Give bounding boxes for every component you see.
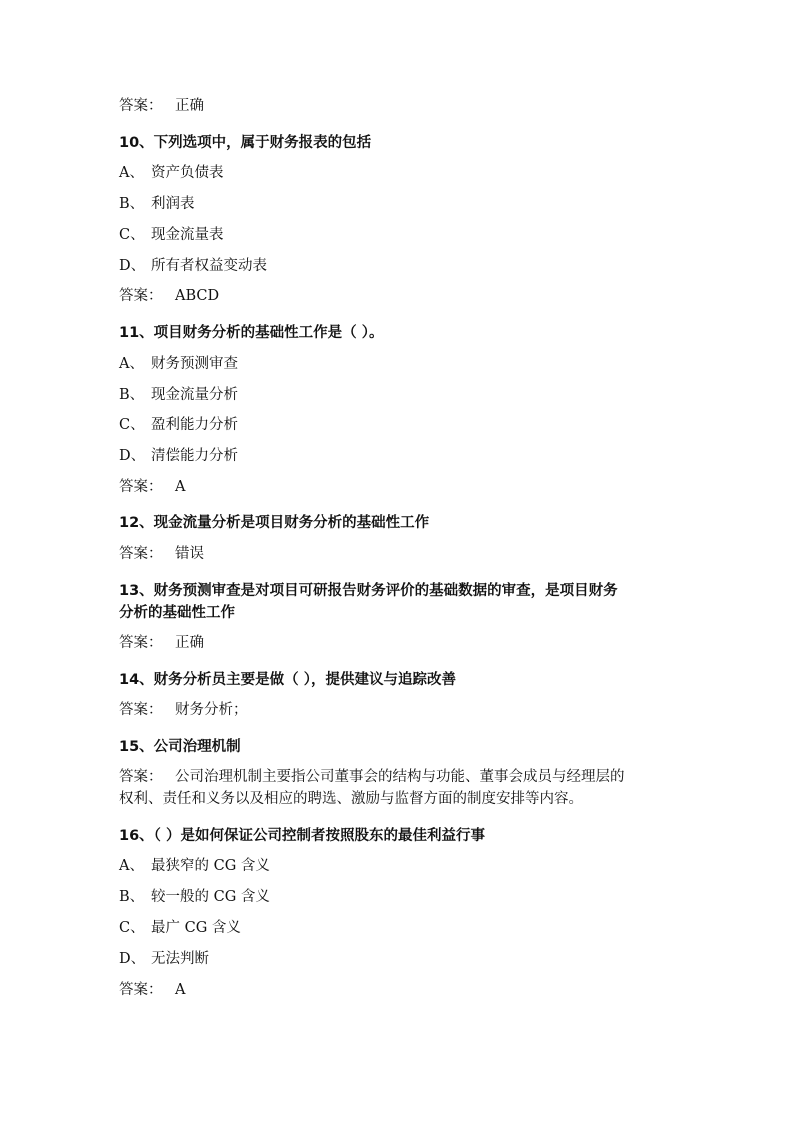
option-letter: C、: [119, 227, 145, 243]
option-letter: A、: [119, 356, 144, 372]
option-text: 清偿能力分析: [151, 448, 238, 464]
question-11: 11、项目财务分析的基础性工作是（ ）。: [119, 325, 384, 341]
answer-label: 答案：: [119, 479, 163, 495]
option-text: 财务预测审查: [151, 356, 238, 372]
option-10-d: [119, 255, 267, 277]
answer-value: A: [175, 982, 186, 998]
option-16-c: [119, 917, 241, 939]
option-letter: D、: [119, 258, 146, 274]
option-letter: B、: [119, 387, 145, 403]
answer-15-line-2: 权利、责任和义务以及相应的聘选、激励与监督方面的制度安排等内容。: [119, 791, 583, 807]
option-text: 现金流量表: [151, 227, 224, 243]
answer-label: 答案：: [119, 769, 163, 785]
question-13-line-2: 分析的基础性工作: [119, 605, 235, 621]
answer-label: 答案：: [119, 702, 163, 718]
option-16-d: [119, 948, 209, 970]
option-text: 所有者权益变动表: [151, 258, 267, 274]
answer-13: [119, 632, 204, 654]
question-15: 15、公司治理机制: [119, 739, 241, 755]
option-11-b: [119, 384, 238, 406]
question-12: 12、现金流量分析是项目财务分析的基础性工作: [119, 515, 430, 531]
answer-11: [119, 476, 185, 498]
option-text: 现金流量分析: [151, 387, 238, 403]
option-letter: C、: [119, 920, 145, 936]
option-11-d: [119, 445, 238, 467]
answer-value: 公司治理机制主要指公司董事会的结构与功能、董事会成员与经理层的: [175, 769, 625, 785]
answer-label: 答案：: [119, 546, 163, 562]
option-text: 最广 CG 含义: [151, 920, 241, 936]
answer-12: [119, 543, 204, 565]
option-text: 较一般的 CG 含义: [151, 889, 270, 905]
option-letter: D、: [119, 448, 146, 464]
option-10-b: [119, 193, 195, 215]
option-letter: A、: [119, 858, 144, 874]
option-letter: D、: [119, 951, 146, 967]
option-16-b: [119, 886, 270, 908]
answer-value: 财务分析；: [175, 702, 248, 718]
option-10-c: [119, 224, 224, 246]
question-16: 16、（ ）是如何保证公司控制者按照股东的最佳利益行事: [119, 828, 485, 844]
question-13-line-1: 13、财务预测审查是对项目可研报告财务评价的基础数据的审查，是项目财务: [119, 583, 618, 599]
answer-label: 答案：: [119, 982, 163, 998]
answer-10: [119, 285, 219, 307]
answer-16: [119, 979, 185, 1001]
option-11-a: [119, 353, 238, 375]
option-text: 无法判断: [151, 951, 209, 967]
question-10: 10、下列选项中，属于财务报表的包括: [119, 135, 372, 151]
answer-value: 正确: [175, 635, 204, 651]
answer-value: 错误: [175, 546, 204, 562]
answer-label: 答案：: [119, 635, 163, 651]
answer-15-line-1: [119, 766, 625, 788]
answer-label: 答案：: [119, 98, 163, 114]
answer-value: A: [175, 479, 186, 495]
option-letter: C、: [119, 417, 145, 433]
answer-value: ABCD: [175, 288, 220, 304]
option-letter: B、: [119, 196, 145, 212]
option-10-a: [119, 162, 224, 184]
option-16-a: [119, 855, 270, 877]
answer-label: 答案：: [119, 288, 163, 304]
option-11-c: [119, 414, 238, 436]
option-text: 资产负债表: [151, 165, 224, 181]
option-letter: B、: [119, 889, 145, 905]
option-text: 盈利能力分析: [151, 417, 238, 433]
answer-value: 正确: [175, 98, 204, 114]
question-14: 14、财务分析员主要是做（ ），提供建议与追踪改善: [119, 672, 456, 688]
answer-14: [119, 699, 248, 721]
answer-9: [119, 95, 204, 117]
option-text: 利润表: [151, 196, 195, 212]
option-letter: A、: [119, 165, 144, 181]
option-text: 最狭窄的 CG 含义: [151, 858, 270, 874]
